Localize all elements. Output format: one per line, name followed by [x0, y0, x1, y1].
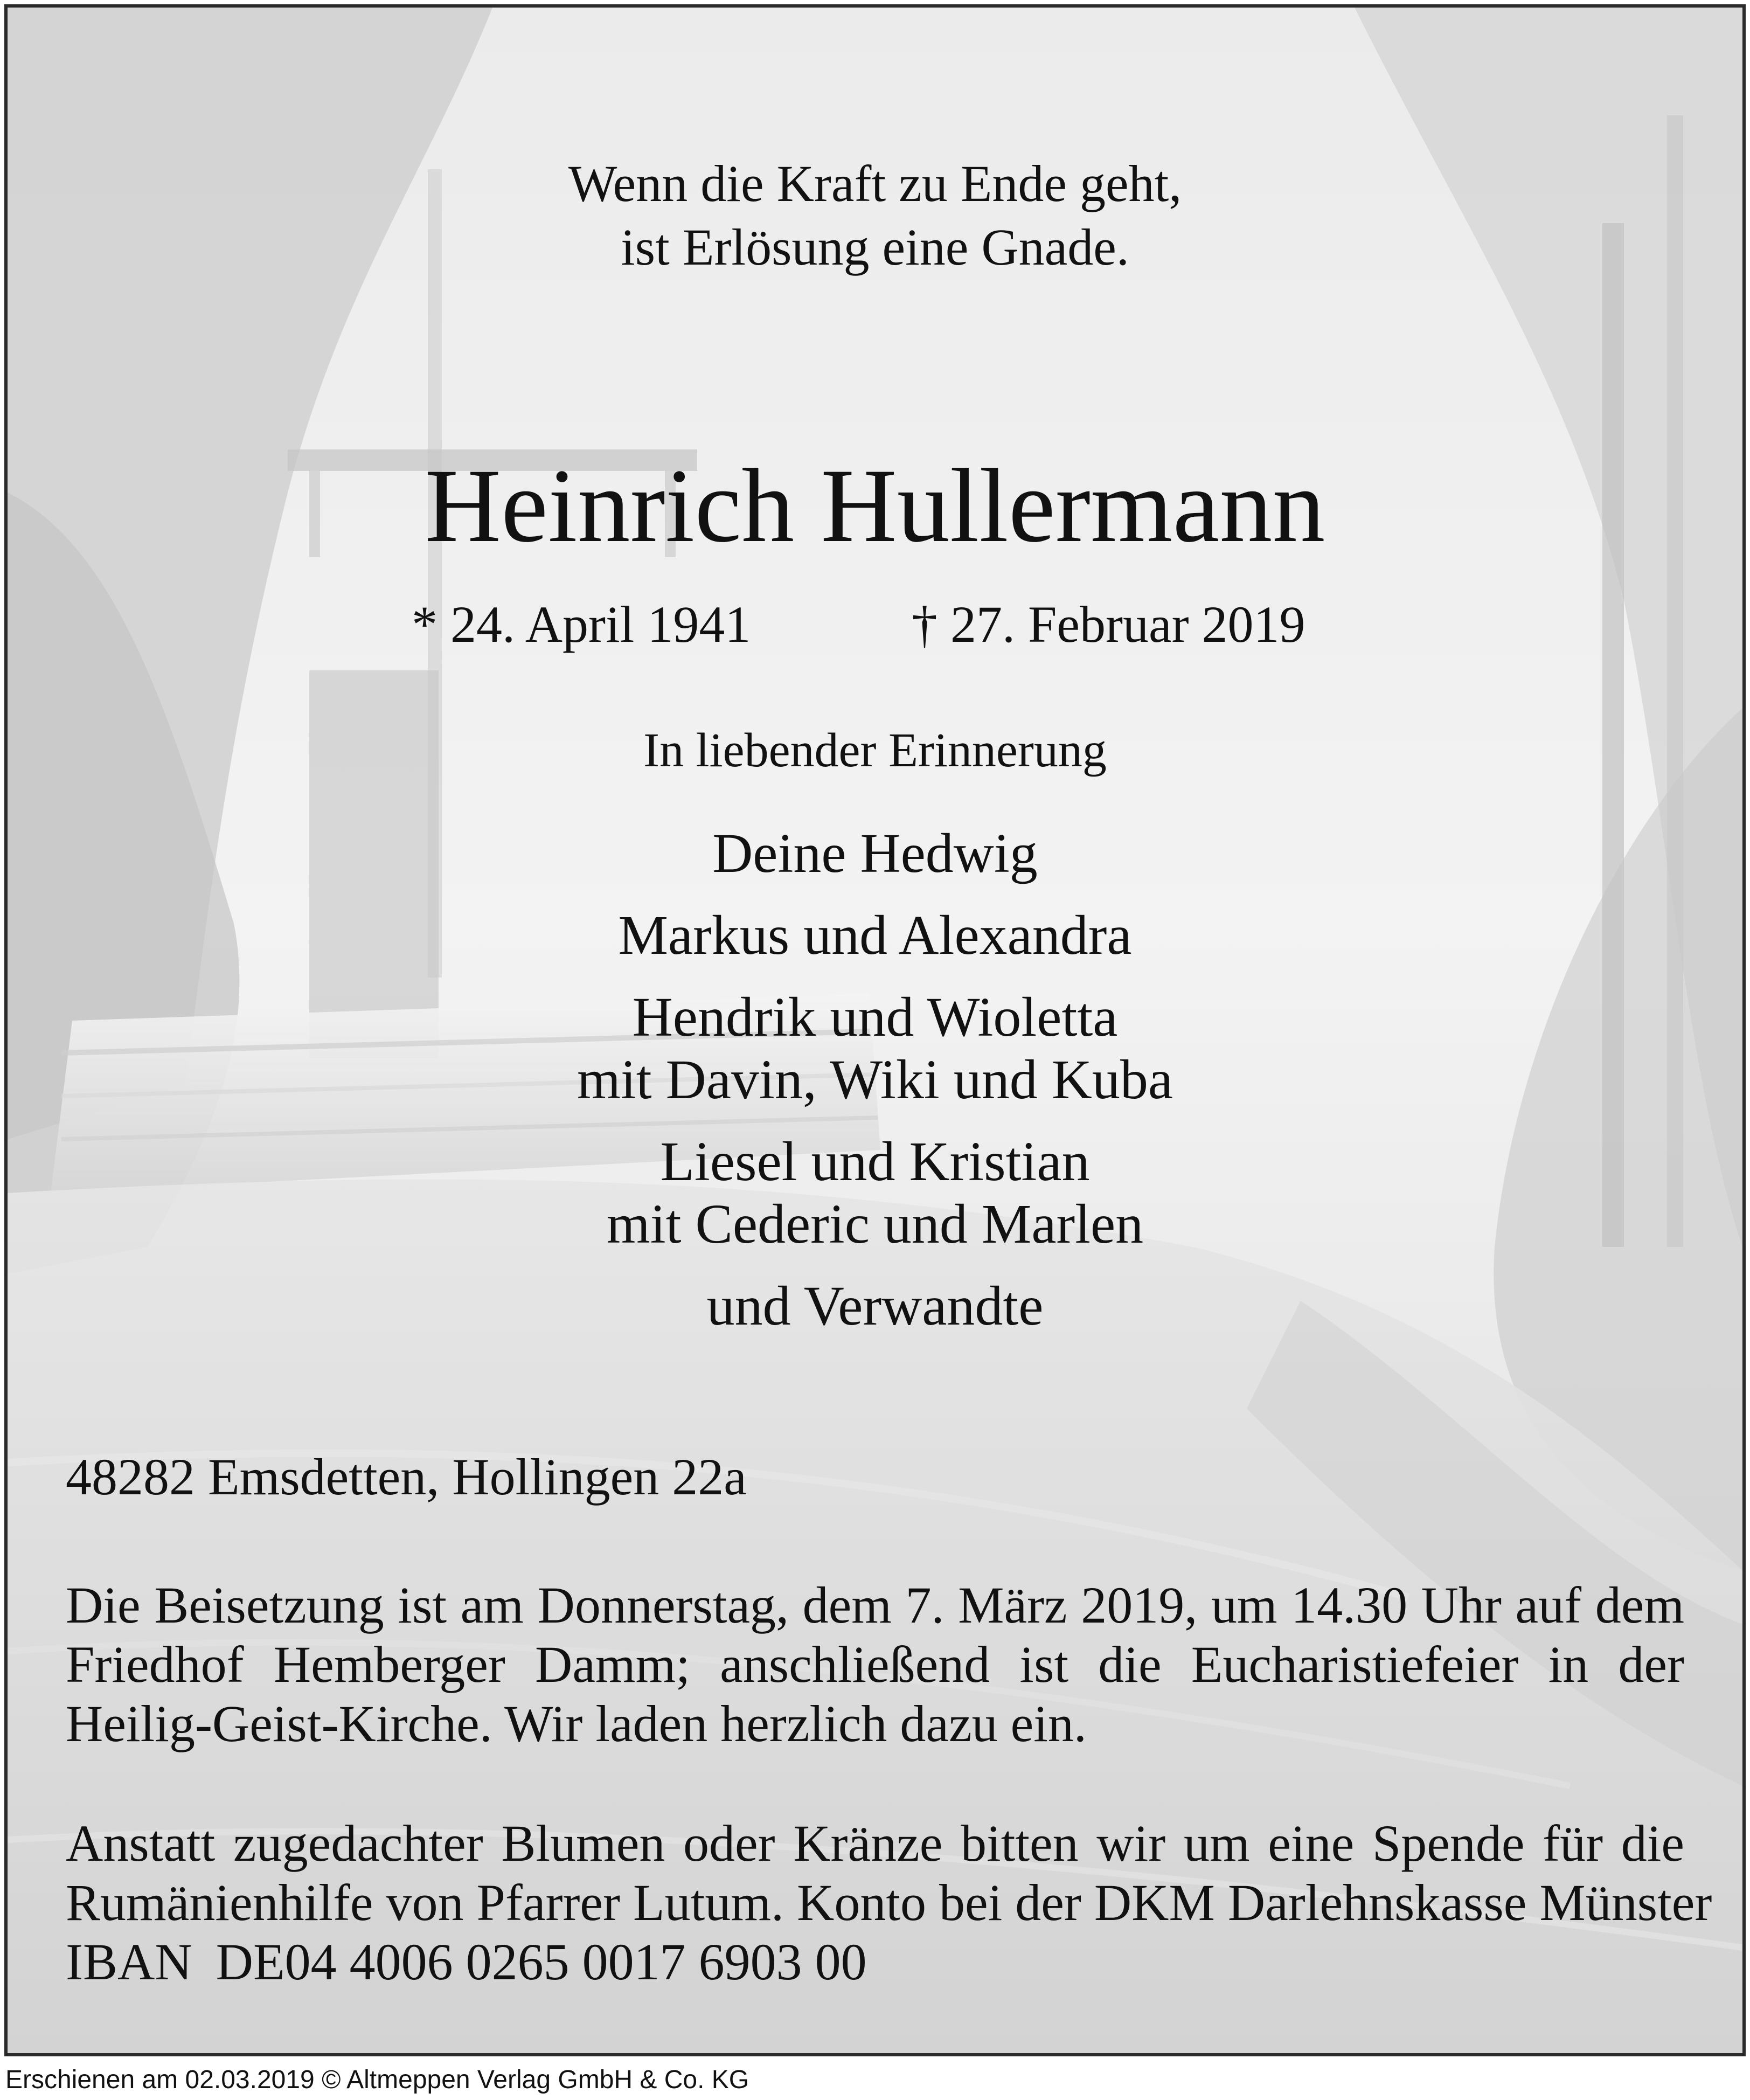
funeral-line: Friedhof Hemberger Damm; anschließend ist die Eucharistiefeier in der [66, 1635, 1684, 1693]
death-date: † 27. Februar 2019 [912, 595, 1305, 653]
obituary-notice [4, 4, 1746, 2056]
donation-line: Rumänienhilfe von Pfarrer Lutum. Konto bei der DKM Darlehnskasse Münster [66, 1874, 1712, 1931]
remembrance-line: In liebender Erinnerung [643, 724, 1107, 777]
motto-line-1: Wenn die Kraft zu Ende geht, [568, 155, 1182, 212]
mourner-line: mit Davin, Wiki und Kuba [577, 1049, 1173, 1111]
mourner-line: mit Cederic und Marlen [606, 1193, 1144, 1255]
funeral-line: Heilig-Geist-Kirche. Wir laden herzlich dazu ein. [66, 1695, 1087, 1752]
notice-content [8, 8, 1742, 2053]
motto-line-2: ist Erlösung eine Gnade. [621, 218, 1129, 276]
deceased-name: Heinrich Hullermann [425, 447, 1325, 564]
mourner-line: und Verwandte [706, 1275, 1044, 1337]
birth-date: * 24. April 1941 [412, 595, 751, 653]
mourner-line: Liesel und Kristian [660, 1131, 1090, 1193]
address: 48282 Emsdetten, Hollingen 22a [66, 1448, 747, 1506]
iban-row [66, 1932, 1684, 1992]
funeral-line: Die Beisetzung ist am Donnerstag, dem 7. März 2019, um 14.30 Uhr auf dem [66, 1576, 1684, 1634]
funeral-info [66, 1576, 1684, 1754]
iban-number: DE04 4006 0265 0017 6903 00 [216, 1933, 867, 1991]
mourner-line: Markus und Alexandra [618, 904, 1132, 966]
mourner-line: Hendrik und Wioletta [632, 986, 1118, 1048]
donation-info [66, 1814, 1712, 1992]
mourner-line: Deine Hedwig [712, 822, 1038, 884]
publication-footer: Erschienen am 02.03.2019 © Altmeppen Verlag GmbH & Co. KG [5, 2066, 749, 2094]
iban-label: IBAN [66, 1933, 192, 1991]
donation-line: Anstatt zugedachter Blumen oder Kränze bitten wir um eine Spende für die [66, 1814, 1684, 1872]
